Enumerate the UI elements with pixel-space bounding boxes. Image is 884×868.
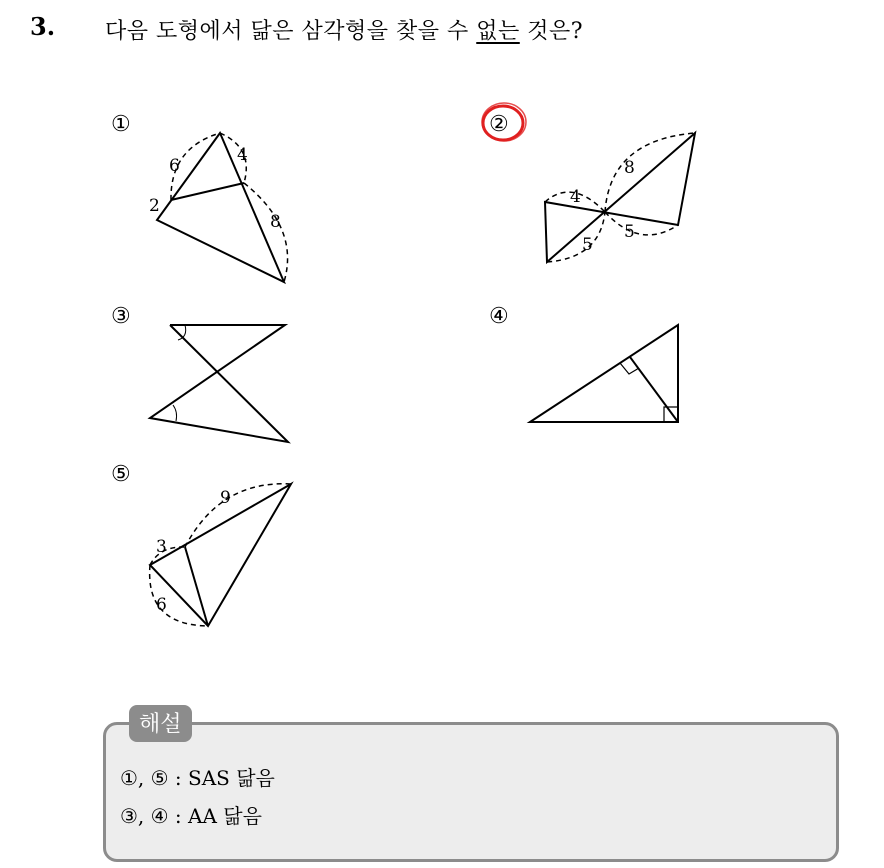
option-label-2: ② bbox=[489, 112, 509, 137]
fig5-label-9: 9 bbox=[220, 488, 231, 508]
solution-line-1: ①, ⑤ : SAS 닮음 bbox=[120, 766, 275, 790]
fig1-label-2: 2 bbox=[149, 196, 160, 216]
figure-4 bbox=[530, 325, 678, 422]
question-text-after: 것은? bbox=[519, 19, 584, 44]
option-label-3: ③ bbox=[111, 304, 131, 329]
option-label-1: ① bbox=[111, 112, 131, 137]
fig5-label-3: 3 bbox=[156, 537, 167, 557]
figure-2 bbox=[545, 133, 695, 262]
figure-3 bbox=[150, 325, 288, 442]
fig2-label-5a: 5 bbox=[582, 235, 593, 255]
fig2-label-8: 8 bbox=[624, 158, 635, 178]
fig2-label-4: 4 bbox=[570, 187, 581, 207]
solution-box bbox=[103, 722, 839, 862]
fig1-label-8: 8 bbox=[270, 212, 281, 232]
fig1-label-6: 6 bbox=[169, 156, 180, 176]
fig2-label-5b: 5 bbox=[624, 222, 635, 242]
fig5-label-6: 6 bbox=[156, 595, 167, 615]
question-text-underlined: 없는 bbox=[476, 19, 520, 44]
option-label-4: ④ bbox=[489, 304, 509, 329]
option-label-5: ⑤ bbox=[111, 462, 131, 487]
solution-tab: 해설 bbox=[129, 705, 192, 742]
solution-line-2: ③, ④ : AA 닮음 bbox=[120, 804, 262, 828]
question-number: 3. bbox=[30, 12, 56, 41]
fig1-label-4: 4 bbox=[237, 145, 248, 165]
question-text-before: 다음 도형에서 닮은 삼각형을 찾을 수 bbox=[105, 19, 477, 44]
